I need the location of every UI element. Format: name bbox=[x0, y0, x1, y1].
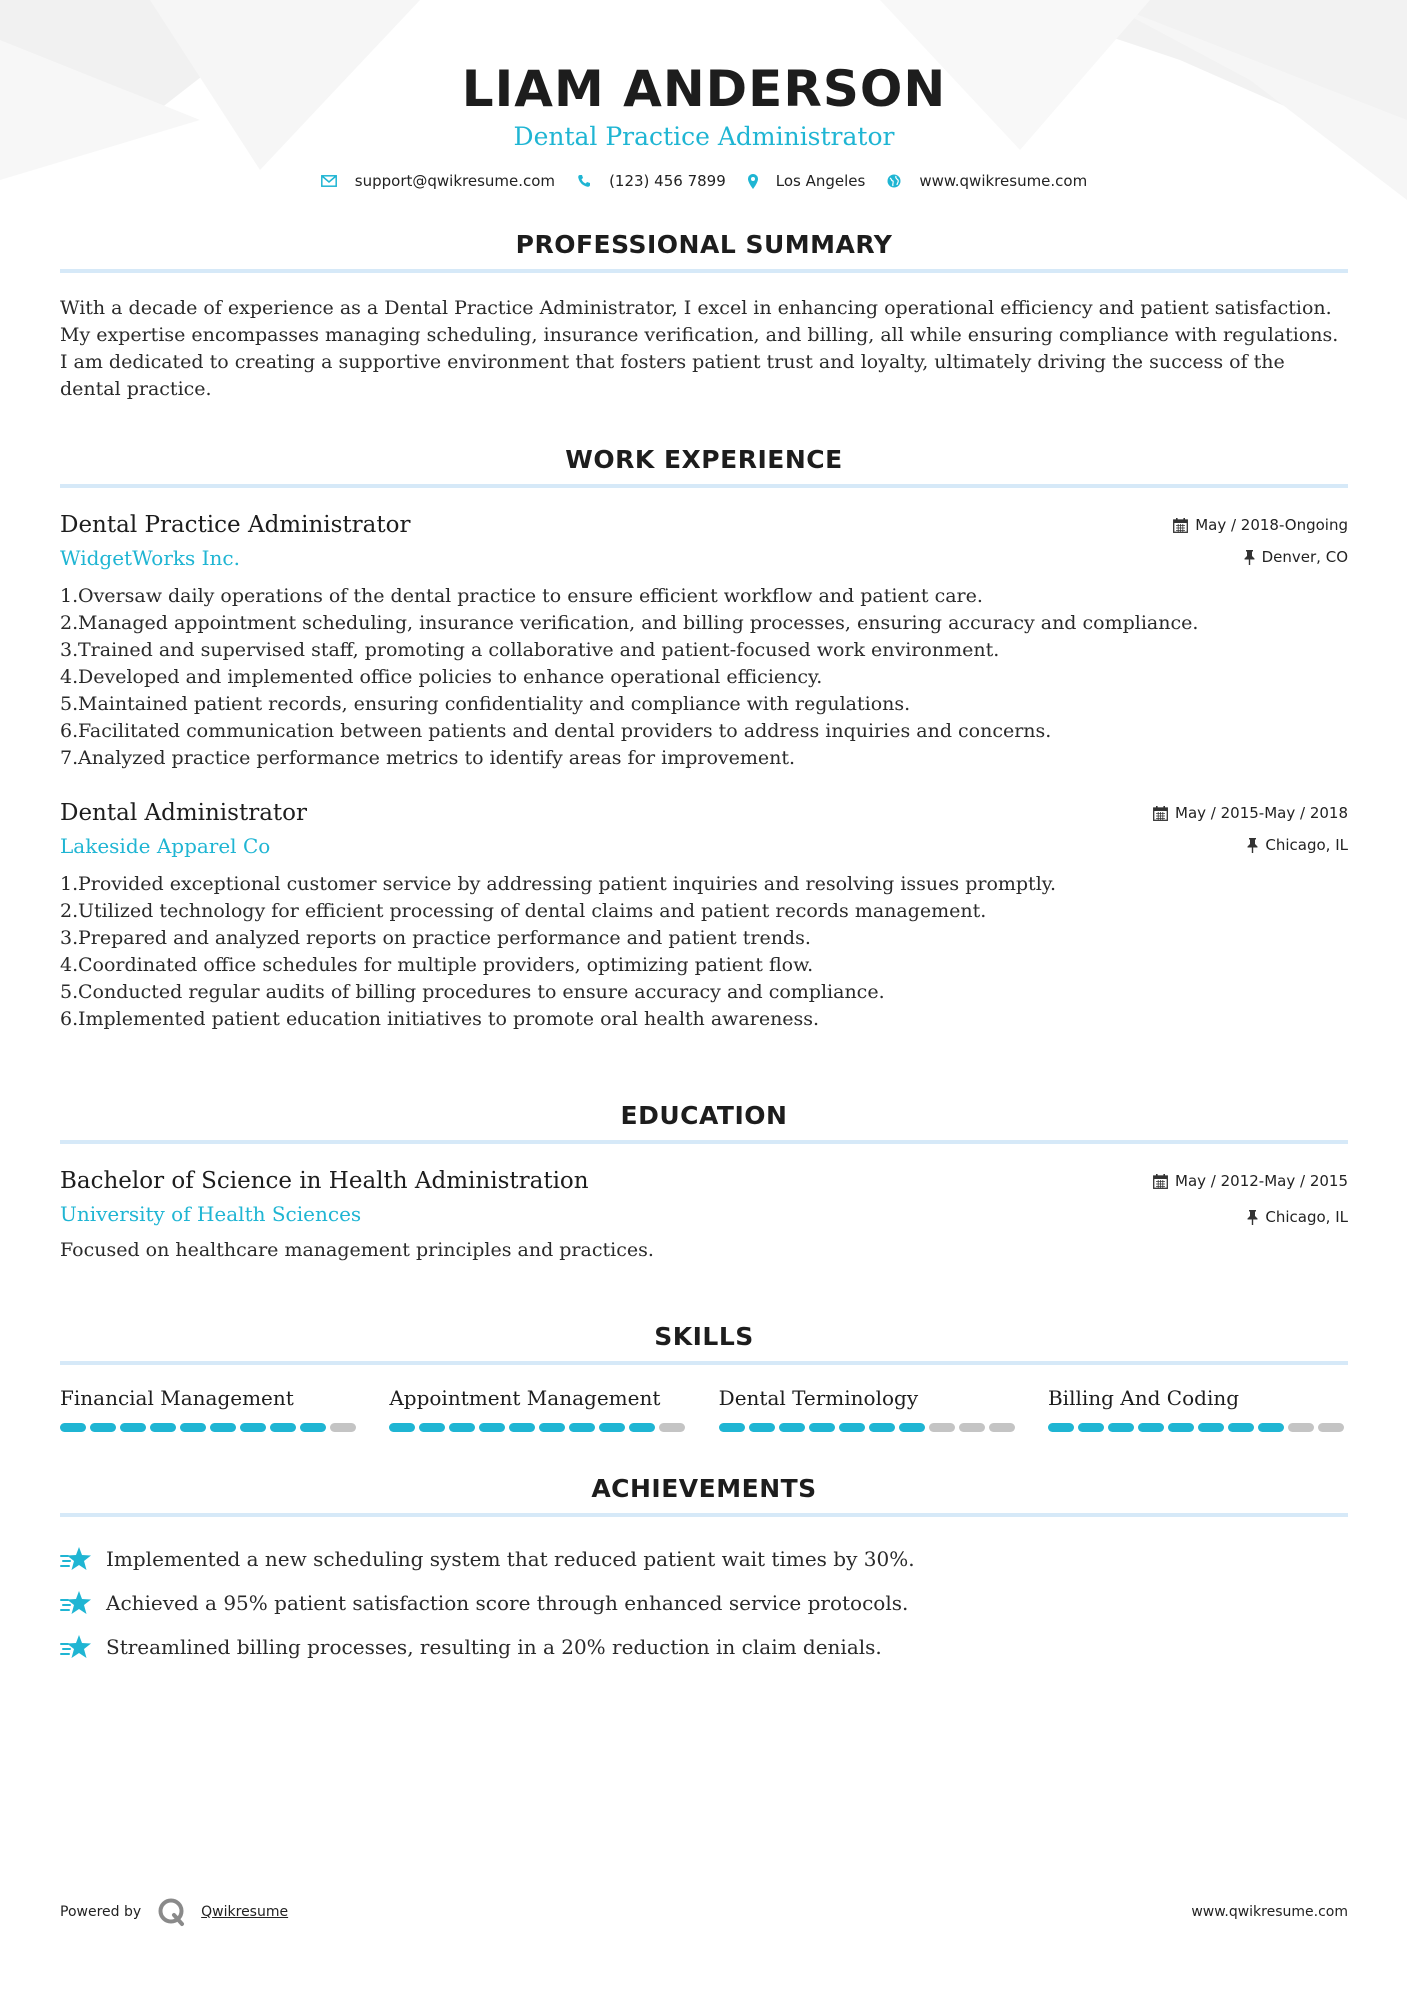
duty-text: Provided exceptional customer service by addressing patient inquiries and resolving issues promptly. bbox=[78, 873, 1057, 895]
resume-page bbox=[60, 0, 1348, 1669]
education-section bbox=[60, 1101, 1348, 1264]
section-divider bbox=[60, 484, 1348, 488]
skill-segment-filled bbox=[389, 1423, 415, 1432]
education-meta bbox=[1153, 1170, 1348, 1228]
skill-name: Billing And Coding bbox=[1047, 1386, 1240, 1410]
pushpin-icon bbox=[1247, 838, 1258, 853]
website-text: www.qwikresume.com bbox=[919, 172, 1088, 190]
education-description: Focused on healthcare management principles and practices. bbox=[60, 1239, 654, 1261]
job-dates bbox=[1153, 802, 1348, 824]
powered-by-label: Powered by bbox=[60, 1904, 142, 1920]
skill-name: Appointment Management bbox=[389, 1386, 661, 1410]
skill-segment-empty bbox=[659, 1423, 685, 1432]
section-title: SKILLS bbox=[654, 1322, 754, 1351]
section-title: ACHIEVEMENTS bbox=[591, 1474, 817, 1503]
achievement-item bbox=[60, 1537, 1348, 1581]
job-entry bbox=[60, 510, 1348, 772]
skill-name: Financial Management bbox=[60, 1386, 294, 1410]
skill-segment-empty bbox=[929, 1423, 955, 1432]
star-icon bbox=[60, 1546, 92, 1572]
education-dates-text: May / 2012-May / 2015 bbox=[1175, 1172, 1348, 1190]
job-location bbox=[1173, 546, 1348, 568]
education-location-text: Chicago, IL bbox=[1265, 1208, 1348, 1226]
skill-item bbox=[1048, 1385, 1348, 1432]
achievement-text: Implemented a new scheduling system that reduced patient wait times by 30%. bbox=[106, 1547, 915, 1571]
section-divider bbox=[60, 1513, 1348, 1517]
list-item: 4. Developed and implemented office policies to enhance operational efficiency. bbox=[60, 664, 1348, 691]
skill-segment-filled bbox=[749, 1423, 775, 1432]
skill-segment-filled bbox=[1258, 1423, 1284, 1432]
skill-segment-filled bbox=[599, 1423, 625, 1432]
map-pin-icon bbox=[748, 174, 758, 189]
skill-segment-filled bbox=[180, 1423, 206, 1432]
skill-segment-filled bbox=[899, 1423, 925, 1432]
calendar-icon bbox=[1153, 806, 1168, 821]
skill-name: Dental Terminology bbox=[718, 1386, 919, 1410]
list-item: 6. Facilitated communication between patients and dental providers to address inquiries and concerns. bbox=[60, 718, 1348, 745]
star-icon bbox=[60, 1590, 92, 1616]
contact-email[interactable] bbox=[321, 172, 555, 190]
resume-header bbox=[60, 0, 1348, 190]
duty-text: Utilized technology for efficient processing of dental claims and patient records management. bbox=[78, 900, 987, 922]
contact-location bbox=[748, 172, 866, 190]
list-item: 6. Implemented patient education initiatives to promote oral health awareness. bbox=[60, 1006, 1348, 1033]
skill-segment-empty bbox=[1318, 1423, 1344, 1432]
brand-link[interactable]: Qwikresume bbox=[201, 1904, 289, 1920]
skill-segment-filled bbox=[60, 1423, 86, 1432]
skill-segment-filled bbox=[1228, 1423, 1254, 1432]
contact-phone[interactable] bbox=[577, 172, 726, 190]
skill-level-bar bbox=[60, 1423, 360, 1432]
skill-item bbox=[60, 1385, 360, 1432]
duty-text: Analyzed practice performance metrics to identify areas for improvement. bbox=[78, 747, 796, 769]
skill-segment-filled bbox=[1198, 1423, 1224, 1432]
school-name: University of Health Sciences bbox=[60, 1202, 362, 1226]
skill-segment-empty bbox=[330, 1423, 356, 1432]
duty-text: Trained and supervised staff, promoting a collaborative and patient-focused work environment. bbox=[78, 639, 1000, 661]
calendar-icon bbox=[1153, 1174, 1168, 1189]
calendar-icon bbox=[1173, 518, 1188, 533]
section-divider bbox=[60, 269, 1348, 273]
achievement-list bbox=[60, 1537, 1348, 1669]
skill-segment-filled bbox=[150, 1423, 176, 1432]
skill-level-bar bbox=[389, 1423, 689, 1432]
skills-section bbox=[60, 1322, 1348, 1432]
section-divider bbox=[60, 1361, 1348, 1365]
pushpin-icon bbox=[1244, 550, 1255, 565]
duty-text: Maintained patient records, ensuring confidentiality and compliance with regulations. bbox=[78, 693, 911, 715]
duty-text: Conducted regular audits of billing procedures to ensure accuracy and compliance. bbox=[78, 981, 885, 1003]
skill-segment-filled bbox=[120, 1423, 146, 1432]
achievement-text: Achieved a 95% patient satisfaction score through enhanced service protocols. bbox=[106, 1591, 909, 1615]
company-name: WidgetWorks Inc. bbox=[60, 546, 240, 570]
list-item: 7. Analyzed practice performance metrics to identify areas for improvement. bbox=[60, 745, 1348, 772]
skill-segment-filled bbox=[300, 1423, 326, 1432]
phone-text: (123) 456 7899 bbox=[609, 172, 726, 190]
skill-segment-filled bbox=[809, 1423, 835, 1432]
job-meta bbox=[1153, 802, 1348, 856]
duty-text: Facilitated communication between patients and dental providers to address inquiries and concerns. bbox=[78, 720, 1052, 742]
duty-text: Managed appointment scheduling, insurance verification, and billing processes, ensuring accuracy and compliance. bbox=[78, 612, 1199, 634]
skill-segment-filled bbox=[419, 1423, 445, 1432]
job-location-text: Denver, CO bbox=[1261, 548, 1348, 566]
list-item: 1. Oversaw daily operations of the dental practice to ensure efficient workflow and patient care. bbox=[60, 583, 1348, 610]
skill-item bbox=[719, 1385, 1019, 1432]
duty-text: Coordinated office schedules for multiple providers, optimizing patient flow. bbox=[78, 954, 814, 976]
skill-item bbox=[389, 1385, 689, 1432]
skill-segment-empty bbox=[989, 1423, 1015, 1432]
education-entry bbox=[60, 1166, 1348, 1264]
skills-row bbox=[60, 1385, 1348, 1432]
skill-segment-filled bbox=[90, 1423, 116, 1432]
skill-segment-filled bbox=[629, 1423, 655, 1432]
degree-title: Bachelor of Science in Health Administration bbox=[60, 1168, 589, 1194]
list-item: 5. Maintained patient records, ensuring confidentiality and compliance with regulations. bbox=[60, 691, 1348, 718]
contact-website[interactable] bbox=[887, 172, 1087, 190]
skill-segment-filled bbox=[449, 1423, 475, 1432]
skill-segment-filled bbox=[539, 1423, 565, 1432]
section-divider bbox=[60, 1140, 1348, 1144]
job-dates-text: May / 2018-Ongoing bbox=[1195, 516, 1348, 534]
skill-level-bar bbox=[1048, 1423, 1348, 1432]
section-title: WORK EXPERIENCE bbox=[565, 445, 843, 474]
skill-segment-filled bbox=[569, 1423, 595, 1432]
skill-segment-filled bbox=[839, 1423, 865, 1432]
job-title: Dental Practice Administrator bbox=[60, 512, 411, 538]
powered-by bbox=[60, 1897, 288, 1927]
duty-list bbox=[60, 871, 1348, 1033]
list-item: 5. Conducted regular audits of billing procedures to ensure accuracy and compliance. bbox=[60, 979, 1348, 1006]
contact-bar bbox=[60, 172, 1348, 190]
job-location bbox=[1153, 834, 1348, 856]
skill-segment-filled bbox=[240, 1423, 266, 1432]
list-item: 2. Utilized technology for efficient processing of dental claims and patient records management. bbox=[60, 898, 1348, 925]
education-location bbox=[1153, 1206, 1348, 1228]
list-item: 3. Prepared and analyzed reports on practice performance and patient trends. bbox=[60, 925, 1348, 952]
candidate-name: LIAM ANDERSON bbox=[461, 60, 947, 118]
job-entry bbox=[60, 798, 1348, 1033]
skill-segment-filled bbox=[869, 1423, 895, 1432]
duty-list bbox=[60, 583, 1348, 772]
skill-segment-filled bbox=[779, 1423, 805, 1432]
skill-segment-filled bbox=[1168, 1423, 1194, 1432]
star-icon bbox=[60, 1634, 92, 1660]
job-location-text: Chicago, IL bbox=[1265, 836, 1348, 854]
section-title: EDUCATION bbox=[620, 1101, 788, 1130]
professional-summary-section bbox=[60, 230, 1348, 403]
job-title: Dental Administrator bbox=[60, 800, 307, 826]
email-text: support@qwikresume.com bbox=[354, 172, 556, 190]
duty-text: Prepared and analyzed reports on practice performance and patient trends. bbox=[78, 927, 811, 949]
job-dates-text: May / 2015-May / 2018 bbox=[1175, 804, 1348, 822]
achievement-item bbox=[60, 1581, 1348, 1625]
duty-text: Developed and implemented office policies to enhance operational efficiency. bbox=[78, 666, 823, 688]
achievement-text: Streamlined billing processes, resulting in a 20% reduction in claim denials. bbox=[106, 1635, 882, 1659]
list-item: 1. Provided exceptional customer service by addressing patient inquiries and resolving issues promptly. bbox=[60, 871, 1348, 898]
skill-level-bar bbox=[719, 1423, 1019, 1432]
phone-icon bbox=[577, 174, 591, 188]
list-item: 4. Coordinated office schedules for multiple providers, optimizing patient flow. bbox=[60, 952, 1348, 979]
skill-segment-filled bbox=[210, 1423, 236, 1432]
skill-segment-filled bbox=[1078, 1423, 1104, 1432]
company-name: Lakeside Apparel Co bbox=[60, 834, 271, 858]
list-item: 3. Trained and supervised staff, promoting a collaborative and patient-focused work environment. bbox=[60, 637, 1348, 664]
job-dates bbox=[1173, 514, 1348, 536]
skill-segment-filled bbox=[1138, 1423, 1164, 1432]
envelope-icon bbox=[321, 175, 337, 187]
skill-segment-empty bbox=[959, 1423, 985, 1432]
page-footer bbox=[60, 1897, 1348, 1927]
skill-segment-filled bbox=[719, 1423, 745, 1432]
pushpin-icon bbox=[1247, 1210, 1258, 1225]
work-experience-section bbox=[60, 445, 1348, 1033]
duty-text: Implemented patient education initiatives to promote oral health awareness. bbox=[78, 1008, 820, 1030]
skill-segment-filled bbox=[509, 1423, 535, 1432]
summary-text: With a decade of experience as a Dental Practice Administrator, I excel in enhancing operational efficiency and patient satisfaction. My expertise encompasses managing scheduling, insurance verification, and billing, all while ensuring compliance with regulations. I am dedicated to creating a supportive environment that fosters patient trust and loyalty, ultimately driving the success of the dental practice. bbox=[60, 297, 1339, 400]
education-dates bbox=[1153, 1170, 1348, 1192]
candidate-role: Dental Practice Administrator bbox=[513, 122, 895, 151]
skill-segment-filled bbox=[1048, 1423, 1074, 1432]
location-text: Los Angeles bbox=[775, 172, 866, 190]
skill-segment-empty bbox=[1288, 1423, 1314, 1432]
globe-icon bbox=[887, 174, 901, 188]
duty-text: Oversaw daily operations of the dental practice to ensure efficient workflow and patient care. bbox=[78, 585, 983, 607]
achievement-item bbox=[60, 1625, 1348, 1669]
achievements-section bbox=[60, 1474, 1348, 1669]
list-item: 2. Managed appointment scheduling, insurance verification, and billing processes, ensuring accuracy and compliance. bbox=[60, 610, 1348, 637]
skill-segment-filled bbox=[1108, 1423, 1134, 1432]
qwikresume-logo bbox=[157, 1897, 187, 1927]
skill-segment-filled bbox=[270, 1423, 296, 1432]
skill-segment-filled bbox=[479, 1423, 505, 1432]
section-title: PROFESSIONAL SUMMARY bbox=[515, 230, 893, 259]
footer-website[interactable]: www.qwikresume.com bbox=[1191, 1904, 1348, 1920]
job-meta bbox=[1173, 514, 1348, 568]
